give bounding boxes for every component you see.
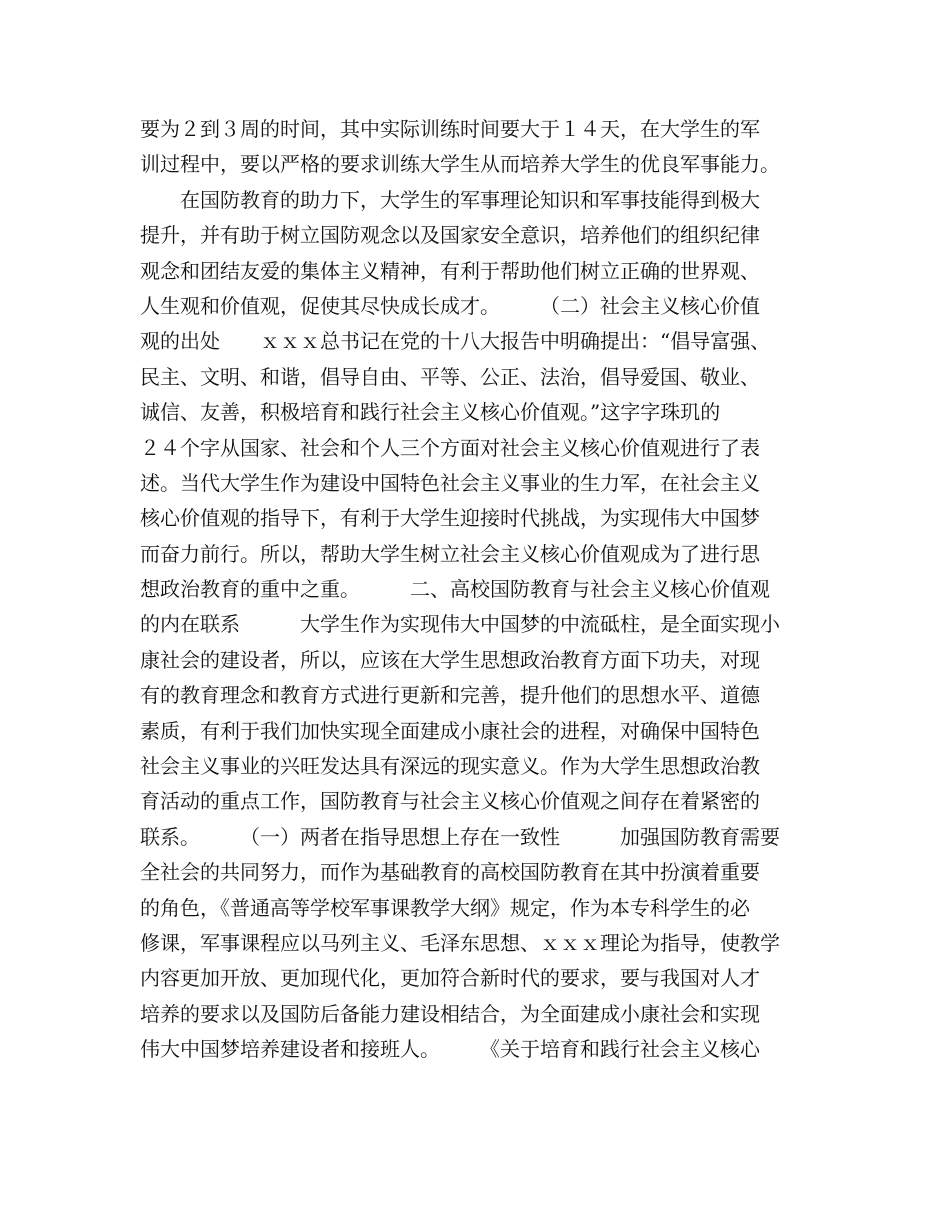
text-line: 联系。 （一）两者在指导思想上存在一致性 加强国防教育需要	[140, 824, 780, 849]
text-line: 社会主义事业的兴旺发达具有深远的现实意义。作为大学生思想政治教	[140, 754, 760, 779]
text-line: 修课，军事课程应以马列主义、毛泽东思想、ｘｘｘ理论为指导，使教学	[140, 930, 780, 955]
text-line: 想政治教育的重中之重。 二、高校国防教育与社会主义核心价值观	[140, 577, 770, 602]
text-line: 观念和团结友爱的集体主义精神，有利于帮助他们树立正确的世界观、	[140, 258, 760, 283]
text-line: 人生观和价值观，促使其尽快成长成才。 （二）社会主义核心价值	[140, 293, 760, 318]
text-line: 培养的要求以及国防后备能力建设相结合，为全面建成小康社会和实现	[140, 1001, 760, 1026]
body-text	[140, 112, 820, 1068]
text-line: 核心价值观的指导下，有利于大学生迎接时代挑战，为实现伟大中国梦	[140, 506, 760, 531]
text-line: 观的出处 ｘｘｘ总书记在党的十八大报告中明确提出：“倡导富强、	[140, 329, 771, 354]
text-line: 育活动的重点工作，国防教育与社会主义核心价值观之间存在着紧密的	[140, 789, 760, 814]
text-line: 的角色，《普通高等学校军事课教学大纲》规定，作为本专科学生的必	[140, 895, 750, 920]
text-line: 内容更加开放、更加现代化，更加符合新时代的要求，要与我国对人才	[140, 966, 760, 991]
text-line: 伟大中国梦培养建设者和接班人。 《关于培育和践行社会主义核心	[140, 1037, 760, 1062]
text-line: ２４个字从国家、社会和个人三个方面对社会主义核心价值观进行了表	[140, 435, 760, 460]
text-line: 要为２到３周的时间，其中实际训练时间要大于１４天，在大学生的军	[140, 117, 760, 141]
text-line: 全社会的共同努力，而作为基础教育的高校国防教育在其中扮演着重要	[140, 860, 760, 885]
text-line: 训过程中，要以严格的要求训练大学生从而培养大学生的优良军事能力。	[140, 152, 780, 177]
text-line: 提升，并有助于树立国防观念以及国家安全意识，培养他们的组织纪律	[140, 223, 760, 248]
text-line: 而奋力前行。所以，帮助大学生树立社会主义核心价值观成为了进行思	[140, 541, 760, 566]
text-line: 的内在联系 大学生作为实现伟大中国梦的中流砥柱，是全面实现小	[140, 612, 780, 637]
text-line: 有的教育理念和教育方式进行更新和完善，提升他们的思想水平、道德	[140, 683, 760, 708]
text-line: 康社会的建设者，所以，应该在大学生思想政治教育方面下功夫，对现	[140, 647, 760, 672]
text-line: 民主、文明、和谐，倡导自由、平等、公正、法治，倡导爱国、敬业、	[140, 364, 760, 389]
text-line: 素质，有利于我们加快实现全面建成小康社会的进程，对确保中国特色	[140, 718, 760, 743]
text-line: 诚信、友善，积极培育和践行社会主义核心价值观。”这字字珠玑的	[140, 400, 721, 425]
text-line: 在国防教育的助力下，大学生的军事理论知识和军事技能得到极大	[140, 187, 760, 212]
text-line: 述。当代大学生作为建设中国特色社会主义事业的生力军，在社会主义	[140, 470, 760, 495]
